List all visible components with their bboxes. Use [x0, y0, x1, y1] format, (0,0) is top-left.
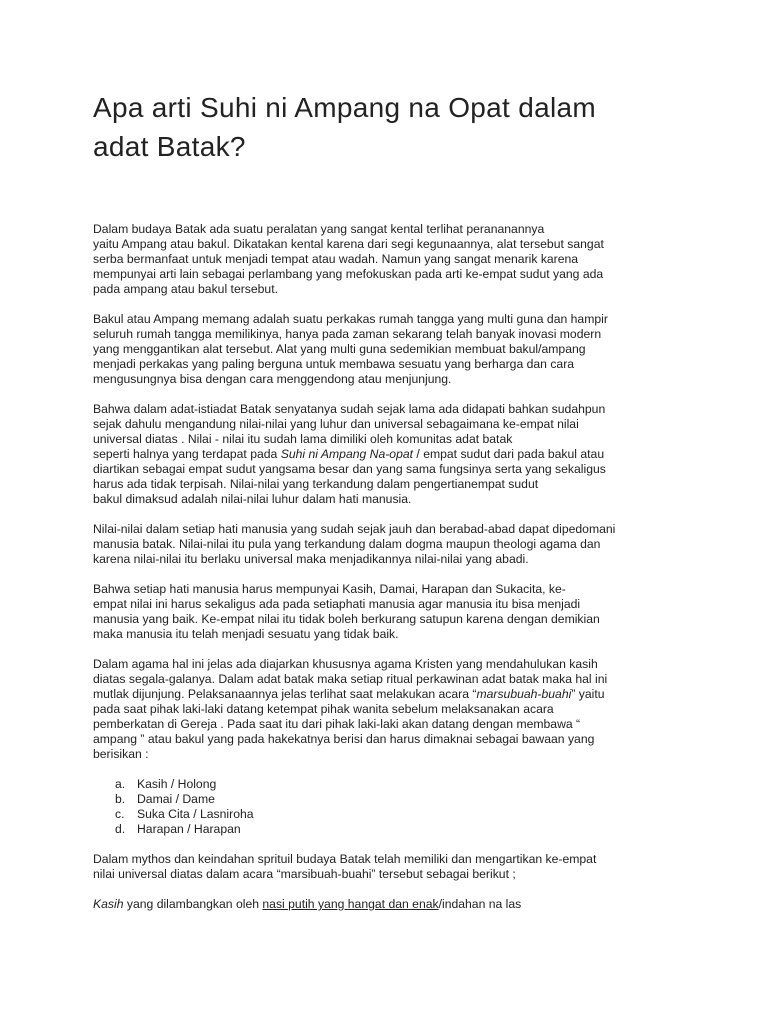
text-line: serba bermanfaat untuk menjadi tempat atau wadah. Namun yang sangat menarik karena	[93, 252, 579, 266]
text-line	[93, 897, 693, 912]
list-item-text: Kasih / Holong	[137, 777, 217, 791]
list-item-text: Suka Cita / Lasniroha	[137, 807, 254, 821]
text-run: ” yaitu	[571, 687, 605, 701]
text-line: mengusungnya bisa dengan cara menggendong atau menjunjung.	[93, 372, 452, 386]
paragraph-1	[93, 222, 693, 297]
text-line: Bahwa setiap hati manusia harus mempunyai Kasih, Damai, Harapan dan Sukacita, ke-	[93, 582, 566, 596]
text-line: bakul dimaksud adalah nilai-nilai luhur dalam hati manusia.	[93, 492, 412, 506]
text-run: yang dilambangkan oleh	[123, 897, 263, 911]
text-line: yaitu Ampang atau bakul. Dikatakan kental karena dari segi kegunaannya, alat tersebut sangat	[93, 237, 604, 251]
text-line: diatas segala-galanya. Dalam adat batak maka setiap ritual perkawinan adat batak maka hal ini	[93, 672, 608, 686]
text-line: Bakul atau Ampang memang adalah suatu perkakas rumah tangga yang multi guna dan hampir	[93, 312, 608, 326]
list-marker: d.	[115, 822, 126, 836]
article-body	[93, 222, 693, 912]
text-line: menjadi perkakas yang paling berguna untuk membawa sesuatu yang berharga dan cara	[93, 357, 575, 371]
paragraph-7	[93, 852, 693, 882]
text-line: manusia yang baik. Ke-empat nilai itu tidak boleh berkurang satupun karena dengan demikian	[93, 612, 600, 626]
text-line: universal diatas . Nilai - nilai itu sudah lama dimiliki oleh komunitas adat batak	[93, 432, 513, 446]
text-line: Dalam mythos dan keindahan sprituil budaya Batak telah memiliki dan mengartikan ke-empat	[93, 852, 597, 866]
list-item	[115, 777, 693, 792]
text-line: Dalam agama hal ini jelas ada diajarkan khususnya agama Kristen yang mendahulukan kasih	[93, 657, 598, 671]
italic-term: marsubuah-buahi	[476, 687, 572, 701]
paragraph-6	[93, 657, 693, 762]
text-line: pada ampang atau bakul tersebut.	[93, 282, 278, 296]
list-marker: c.	[115, 807, 125, 821]
text-line: ampang ” atau bakul yang pada hakekatnya berisi dan harus dimaknai sebagai bawaan yang	[93, 732, 595, 746]
list-marker: b.	[115, 792, 126, 806]
paragraph-4	[93, 522, 693, 567]
text-run: mutlak dijunjung. Pelaksanaannya jelas terlihat saat melakukan acara “	[93, 687, 477, 701]
list-marker: a.	[115, 777, 126, 791]
page-title	[93, 88, 693, 166]
values-list	[93, 777, 693, 837]
text-line	[93, 447, 693, 462]
text-line	[93, 687, 693, 702]
text-line: karena nilai-nilai itu berlaku universal maka menjadikannya nilai-nilai yang abadi.	[93, 552, 529, 566]
text-run: seperti halnya yang terdapat pada	[93, 447, 281, 461]
list-item	[115, 807, 693, 822]
text-line: seluruh rumah tangga memilikinya, hanya pada zaman sekarang telah banyak inovasi modern	[93, 327, 602, 341]
underlined-phrase: nasi putih yang hangat dan enak	[262, 897, 439, 911]
text-line: pemberkatan di Gereja . Pada saat itu dari pihak laki-laki akan datang dengan membawa “	[93, 717, 581, 731]
text-line: nilai universal diatas dalam acara “marsibuah-buahi” tersebut sebagai berikut ;	[93, 867, 516, 881]
text-line: yang menggantikan alat tersebut. Alat yang multi guna sedemikian membuat bakul/ampang	[93, 342, 586, 356]
title-line-1: Apa arti Suhi ni Ampang na Opat dalam	[93, 92, 596, 123]
title-line-2: adat Batak?	[93, 131, 246, 162]
list-item	[115, 792, 693, 807]
paragraph-8	[93, 897, 693, 912]
paragraph-3	[93, 402, 693, 507]
italic-term: Kasih	[93, 897, 124, 911]
text-line: sejak dahulu mengandung nilai-nilai yang luhur dan universal sebagaimana ke-empat nilai	[93, 417, 579, 431]
text-line: harus ada tidak terpisah. Nilai-nilai yang terkandung dalam pengertianempat sudut	[93, 477, 539, 491]
text-line: diartikan sebagai empat sudut yangsama besar dan yang sama fungsinya serta yang sekaligus	[93, 462, 606, 476]
text-line: maka manusia itu telah menjadi sesuatu yang tidak baik.	[93, 627, 399, 641]
text-line: Bahwa dalam adat-istiadat Batak senyatanya sudah sejak lama ada didapati bahkan sudahpun	[93, 402, 606, 416]
text-line: pada saat pihak laki-laki datang ketempat pihak wanita sebelum melaksanakan acara	[93, 702, 554, 716]
text-line: manusia batak. Nilai-nilai itu pula yang terkandung dalam dogma maupun theologi agama dan	[93, 537, 601, 551]
text-line: berisikan :	[93, 747, 149, 761]
text-line: Nilai-nilai dalam setiap hati manusia yang sudah sejak jauh dan berabad-abad dapat dipedomani	[93, 522, 616, 536]
list-item-text: Harapan / Harapan	[137, 822, 241, 836]
paragraph-5	[93, 582, 693, 642]
paragraph-2	[93, 312, 693, 387]
text-line: Dalam budaya Batak ada suatu peralatan yang sangat kental terlihat perananannya	[93, 222, 545, 236]
list-item-text: Damai / Dame	[137, 792, 215, 806]
text-line: empat nilai ini harus sekaligus ada pada setiaphati manusia agar manusia itu bisa menjadi	[93, 597, 581, 611]
text-run: /indahan na las	[438, 897, 522, 911]
text-line: mempunyai arti lain sebagai perlambang yang mefokuskan pada arti ke-empat sudut yang ada	[93, 267, 604, 281]
italic-term: Suhi ni Ampang Na-opat	[280, 447, 414, 461]
list-item	[115, 822, 693, 837]
text-run: / empat sudut dari pada bakul atau	[413, 447, 605, 461]
document-page	[93, 88, 693, 927]
